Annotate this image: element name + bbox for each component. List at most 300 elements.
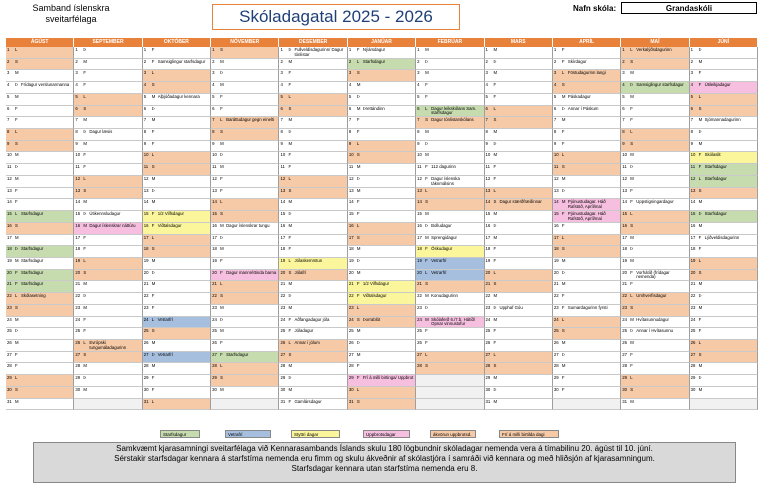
day-cell[interactable] (211, 141, 279, 153)
day-cell[interactable] (690, 246, 758, 258)
day-cell[interactable] (690, 188, 758, 200)
day-cell[interactable] (279, 387, 347, 399)
day-cell[interactable] (485, 70, 553, 82)
day-cell[interactable] (211, 363, 279, 375)
day-cell[interactable] (416, 129, 484, 141)
day-cell[interactable] (348, 305, 416, 317)
day-cell[interactable] (6, 70, 74, 82)
day-cell[interactable] (279, 47, 347, 59)
day-cell[interactable] (143, 352, 211, 364)
day-cell[interactable] (6, 258, 74, 270)
day-cell[interactable] (6, 59, 74, 71)
day-cell[interactable] (485, 317, 553, 329)
day-cell[interactable] (690, 340, 758, 352)
day-cell[interactable] (143, 328, 211, 340)
day-cell[interactable] (143, 176, 211, 188)
day-cell[interactable] (279, 258, 347, 270)
day-cell[interactable] (621, 199, 689, 211)
day-cell[interactable] (279, 305, 347, 317)
day-cell[interactable] (348, 258, 416, 270)
day-cell[interactable] (279, 117, 347, 129)
day-cell[interactable] (74, 141, 142, 153)
day-cell[interactable] (143, 94, 211, 106)
day-cell[interactable] (690, 47, 758, 59)
day-cell[interactable] (211, 328, 279, 340)
day-cell[interactable] (621, 164, 689, 176)
day-cell[interactable] (348, 211, 416, 223)
day-cell[interactable] (6, 340, 74, 352)
day-cell[interactable] (143, 340, 211, 352)
day-cell[interactable] (416, 235, 484, 247)
day-cell[interactable] (416, 176, 484, 188)
day-cell[interactable] (485, 152, 553, 164)
day-cell[interactable] (143, 223, 211, 235)
day-cell[interactable] (485, 352, 553, 364)
day-cell[interactable] (416, 188, 484, 200)
day-cell[interactable] (553, 317, 621, 329)
day-cell[interactable] (348, 246, 416, 258)
day-cell[interactable] (485, 375, 553, 387)
day-cell[interactable] (143, 399, 211, 411)
day-cell[interactable] (553, 47, 621, 59)
day-cell[interactable] (6, 94, 74, 106)
day-cell[interactable] (621, 47, 689, 59)
day-cell[interactable] (621, 235, 689, 247)
day-cell[interactable] (553, 340, 621, 352)
day-cell[interactable] (690, 70, 758, 82)
day-cell[interactable] (6, 399, 74, 411)
day-cell[interactable] (621, 352, 689, 364)
day-cell[interactable] (74, 106, 142, 118)
day-cell[interactable] (211, 340, 279, 352)
day-cell[interactable] (416, 59, 484, 71)
day-cell[interactable] (416, 70, 484, 82)
day-cell[interactable] (211, 223, 279, 235)
day-cell[interactable] (211, 352, 279, 364)
day-cell[interactable] (143, 188, 211, 200)
day-cell[interactable] (74, 223, 142, 235)
day-cell[interactable] (279, 199, 347, 211)
day-cell[interactable] (74, 293, 142, 305)
day-cell[interactable] (211, 106, 279, 118)
day-cell[interactable] (485, 199, 553, 211)
day-cell[interactable] (690, 117, 758, 129)
day-cell[interactable] (553, 117, 621, 129)
day-cell[interactable] (211, 129, 279, 141)
day-cell[interactable] (279, 281, 347, 293)
day-cell[interactable] (6, 141, 74, 153)
day-cell[interactable] (621, 188, 689, 200)
day-cell[interactable] (621, 152, 689, 164)
day-cell[interactable] (279, 141, 347, 153)
day-cell[interactable] (6, 235, 74, 247)
day-cell[interactable] (621, 176, 689, 188)
day-cell[interactable] (485, 305, 553, 317)
day-cell[interactable] (348, 399, 416, 411)
day-cell[interactable] (6, 82, 74, 94)
day-cell[interactable] (690, 176, 758, 188)
day-cell[interactable] (348, 141, 416, 153)
day-cell[interactable] (143, 129, 211, 141)
day-cell[interactable] (74, 235, 142, 247)
day-cell[interactable] (690, 281, 758, 293)
day-cell[interactable] (553, 141, 621, 153)
day-cell[interactable] (279, 59, 347, 71)
day-cell[interactable] (6, 199, 74, 211)
day-cell[interactable] (485, 211, 553, 223)
day-cell[interactable] (621, 399, 689, 411)
day-cell[interactable] (690, 235, 758, 247)
day-cell[interactable] (74, 246, 142, 258)
day-cell[interactable] (279, 246, 347, 258)
day-cell[interactable] (348, 281, 416, 293)
day-cell[interactable] (279, 70, 347, 82)
day-cell[interactable] (211, 47, 279, 59)
day-cell[interactable] (416, 352, 484, 364)
day-cell[interactable] (348, 387, 416, 399)
day-cell[interactable] (621, 258, 689, 270)
day-cell[interactable] (6, 387, 74, 399)
day-cell[interactable] (553, 211, 621, 223)
day-cell[interactable] (485, 399, 553, 411)
day-cell[interactable] (279, 352, 347, 364)
day-cell[interactable] (553, 70, 621, 82)
day-cell[interactable] (485, 94, 553, 106)
day-cell[interactable] (553, 270, 621, 282)
day-cell[interactable] (416, 223, 484, 235)
day-cell[interactable] (6, 211, 74, 223)
day-cell[interactable] (485, 387, 553, 399)
day-cell[interactable] (211, 94, 279, 106)
day-cell[interactable] (211, 281, 279, 293)
day-cell[interactable] (485, 164, 553, 176)
day-cell[interactable] (621, 375, 689, 387)
day-cell[interactable] (143, 293, 211, 305)
day-cell[interactable] (211, 317, 279, 329)
day-cell[interactable] (6, 164, 74, 176)
day-cell[interactable] (690, 164, 758, 176)
day-cell[interactable] (690, 387, 758, 399)
day-cell[interactable] (279, 188, 347, 200)
day-cell[interactable] (211, 59, 279, 71)
day-cell[interactable] (143, 387, 211, 399)
day-cell[interactable] (690, 270, 758, 282)
day-cell[interactable] (143, 117, 211, 129)
day-cell[interactable] (279, 317, 347, 329)
day-cell[interactable] (6, 317, 74, 329)
day-cell[interactable] (74, 281, 142, 293)
day-cell[interactable] (416, 340, 484, 352)
day-cell[interactable] (348, 47, 416, 59)
day-cell[interactable] (553, 59, 621, 71)
day-cell[interactable] (211, 188, 279, 200)
day-cell[interactable] (211, 375, 279, 387)
day-cell[interactable] (416, 399, 484, 411)
day-cell[interactable] (6, 363, 74, 375)
day-cell[interactable] (6, 117, 74, 129)
day-cell[interactable] (485, 59, 553, 71)
day-cell[interactable] (553, 246, 621, 258)
day-cell[interactable] (6, 246, 74, 258)
day-cell[interactable] (621, 387, 689, 399)
day-cell[interactable] (416, 363, 484, 375)
day-cell[interactable] (416, 281, 484, 293)
day-cell[interactable] (690, 152, 758, 164)
day-cell[interactable] (74, 152, 142, 164)
day-cell[interactable] (485, 188, 553, 200)
day-cell[interactable] (6, 293, 74, 305)
day-cell[interactable] (74, 59, 142, 71)
day-cell[interactable] (74, 117, 142, 129)
day-cell[interactable] (553, 152, 621, 164)
day-cell[interactable] (279, 375, 347, 387)
day-cell[interactable] (485, 129, 553, 141)
day-cell[interactable] (279, 235, 347, 247)
day-cell[interactable] (553, 328, 621, 340)
day-cell[interactable] (348, 270, 416, 282)
day-cell[interactable] (279, 293, 347, 305)
day-cell[interactable] (211, 387, 279, 399)
day-cell[interactable] (690, 317, 758, 329)
day-cell[interactable] (416, 199, 484, 211)
day-cell[interactable] (485, 235, 553, 247)
day-cell[interactable] (279, 106, 347, 118)
day-cell[interactable] (279, 152, 347, 164)
day-cell[interactable] (485, 176, 553, 188)
day-cell[interactable] (553, 199, 621, 211)
day-cell[interactable] (74, 82, 142, 94)
day-cell[interactable] (279, 270, 347, 282)
day-cell[interactable] (485, 270, 553, 282)
day-cell[interactable] (143, 317, 211, 329)
day-cell[interactable] (553, 375, 621, 387)
day-cell[interactable] (553, 176, 621, 188)
day-cell[interactable] (211, 293, 279, 305)
day-cell[interactable] (416, 164, 484, 176)
day-cell[interactable] (143, 211, 211, 223)
day-cell[interactable] (485, 223, 553, 235)
day-cell[interactable] (621, 328, 689, 340)
day-cell[interactable] (553, 106, 621, 118)
day-cell[interactable] (143, 305, 211, 317)
day-cell[interactable] (348, 199, 416, 211)
day-cell[interactable] (74, 387, 142, 399)
day-cell[interactable] (6, 106, 74, 118)
day-cell[interactable] (553, 94, 621, 106)
day-cell[interactable] (621, 59, 689, 71)
day-cell[interactable] (553, 129, 621, 141)
day-cell[interactable] (74, 317, 142, 329)
day-cell[interactable] (279, 399, 347, 411)
day-cell[interactable] (143, 70, 211, 82)
day-cell[interactable] (690, 94, 758, 106)
day-cell[interactable] (621, 129, 689, 141)
day-cell[interactable] (211, 70, 279, 82)
day-cell[interactable] (348, 82, 416, 94)
day-cell[interactable] (485, 106, 553, 118)
day-cell[interactable] (74, 375, 142, 387)
day-cell[interactable] (416, 258, 484, 270)
day-cell[interactable] (211, 305, 279, 317)
day-cell[interactable] (143, 47, 211, 59)
day-cell[interactable] (6, 129, 74, 141)
day-cell[interactable] (416, 328, 484, 340)
day-cell[interactable] (6, 281, 74, 293)
day-cell[interactable] (74, 258, 142, 270)
day-cell[interactable] (6, 375, 74, 387)
day-cell[interactable] (211, 117, 279, 129)
day-cell[interactable] (74, 340, 142, 352)
day-cell[interactable] (553, 293, 621, 305)
day-cell[interactable] (74, 199, 142, 211)
day-cell[interactable] (348, 164, 416, 176)
day-cell[interactable] (416, 152, 484, 164)
day-cell[interactable] (6, 352, 74, 364)
day-cell[interactable] (348, 106, 416, 118)
day-cell[interactable] (143, 246, 211, 258)
day-cell[interactable] (690, 129, 758, 141)
day-cell[interactable] (621, 340, 689, 352)
day-cell[interactable] (143, 375, 211, 387)
day-cell[interactable] (348, 235, 416, 247)
day-cell[interactable] (348, 223, 416, 235)
day-cell[interactable] (690, 59, 758, 71)
day-cell[interactable] (416, 375, 484, 387)
day-cell[interactable] (621, 305, 689, 317)
day-cell[interactable] (348, 94, 416, 106)
day-cell[interactable] (143, 164, 211, 176)
day-cell[interactable] (621, 211, 689, 223)
day-cell[interactable] (211, 164, 279, 176)
day-cell[interactable] (143, 141, 211, 153)
day-cell[interactable] (553, 281, 621, 293)
day-cell[interactable] (690, 305, 758, 317)
day-cell[interactable] (143, 199, 211, 211)
day-cell[interactable] (348, 188, 416, 200)
day-cell[interactable] (143, 106, 211, 118)
day-cell[interactable] (211, 399, 279, 411)
day-cell[interactable] (416, 117, 484, 129)
day-cell[interactable] (74, 328, 142, 340)
day-cell[interactable] (621, 363, 689, 375)
day-cell[interactable] (690, 363, 758, 375)
day-cell[interactable] (348, 152, 416, 164)
day-cell[interactable] (348, 352, 416, 364)
day-cell[interactable] (211, 258, 279, 270)
day-cell[interactable] (621, 70, 689, 82)
day-cell[interactable] (348, 70, 416, 82)
day-cell[interactable] (143, 270, 211, 282)
day-cell[interactable] (621, 141, 689, 153)
day-cell[interactable] (279, 340, 347, 352)
day-cell[interactable] (6, 47, 74, 59)
day-cell[interactable] (553, 387, 621, 399)
day-cell[interactable] (279, 94, 347, 106)
day-cell[interactable] (143, 258, 211, 270)
day-cell[interactable] (416, 141, 484, 153)
day-cell[interactable] (621, 293, 689, 305)
day-cell[interactable] (348, 340, 416, 352)
day-cell[interactable] (211, 176, 279, 188)
day-cell[interactable] (690, 199, 758, 211)
day-cell[interactable] (621, 270, 689, 282)
day-cell[interactable] (485, 117, 553, 129)
day-cell[interactable] (553, 352, 621, 364)
day-cell[interactable] (690, 328, 758, 340)
day-cell[interactable] (690, 223, 758, 235)
day-cell[interactable] (553, 164, 621, 176)
day-cell[interactable] (621, 317, 689, 329)
day-cell[interactable] (690, 82, 758, 94)
day-cell[interactable] (74, 270, 142, 282)
day-cell[interactable] (143, 82, 211, 94)
day-cell[interactable] (279, 129, 347, 141)
day-cell[interactable] (553, 305, 621, 317)
day-cell[interactable] (211, 199, 279, 211)
day-cell[interactable] (690, 399, 758, 411)
day-cell[interactable] (485, 340, 553, 352)
day-cell[interactable] (690, 352, 758, 364)
day-cell[interactable] (690, 211, 758, 223)
day-cell[interactable] (690, 258, 758, 270)
day-cell[interactable] (485, 141, 553, 153)
day-cell[interactable] (621, 94, 689, 106)
day-cell[interactable] (74, 70, 142, 82)
day-cell[interactable] (416, 82, 484, 94)
day-cell[interactable] (211, 82, 279, 94)
day-cell[interactable] (348, 59, 416, 71)
day-cell[interactable] (279, 363, 347, 375)
day-cell[interactable] (74, 305, 142, 317)
day-cell[interactable] (348, 129, 416, 141)
day-cell[interactable] (143, 281, 211, 293)
day-cell[interactable] (211, 270, 279, 282)
day-cell[interactable] (348, 328, 416, 340)
day-cell[interactable] (74, 211, 142, 223)
day-cell[interactable] (485, 258, 553, 270)
day-cell[interactable] (279, 223, 347, 235)
day-cell[interactable] (621, 117, 689, 129)
day-cell[interactable] (553, 82, 621, 94)
day-cell[interactable] (74, 188, 142, 200)
day-cell[interactable] (621, 223, 689, 235)
day-cell[interactable] (211, 152, 279, 164)
day-cell[interactable] (485, 47, 553, 59)
day-cell[interactable] (348, 293, 416, 305)
day-cell[interactable] (416, 270, 484, 282)
day-cell[interactable] (279, 328, 347, 340)
day-cell[interactable] (279, 211, 347, 223)
day-cell[interactable] (621, 246, 689, 258)
day-cell[interactable] (348, 375, 416, 387)
day-cell[interactable] (416, 246, 484, 258)
day-cell[interactable] (416, 106, 484, 118)
day-cell[interactable] (211, 235, 279, 247)
day-cell[interactable] (416, 387, 484, 399)
day-cell[interactable] (279, 82, 347, 94)
day-cell[interactable] (553, 363, 621, 375)
day-cell[interactable] (485, 328, 553, 340)
day-cell[interactable] (553, 223, 621, 235)
day-cell[interactable] (211, 211, 279, 223)
day-cell[interactable] (553, 399, 621, 411)
day-cell[interactable] (416, 305, 484, 317)
day-cell[interactable] (416, 317, 484, 329)
day-cell[interactable] (485, 246, 553, 258)
day-cell[interactable] (74, 94, 142, 106)
day-cell[interactable] (485, 82, 553, 94)
day-cell[interactable] (6, 152, 74, 164)
